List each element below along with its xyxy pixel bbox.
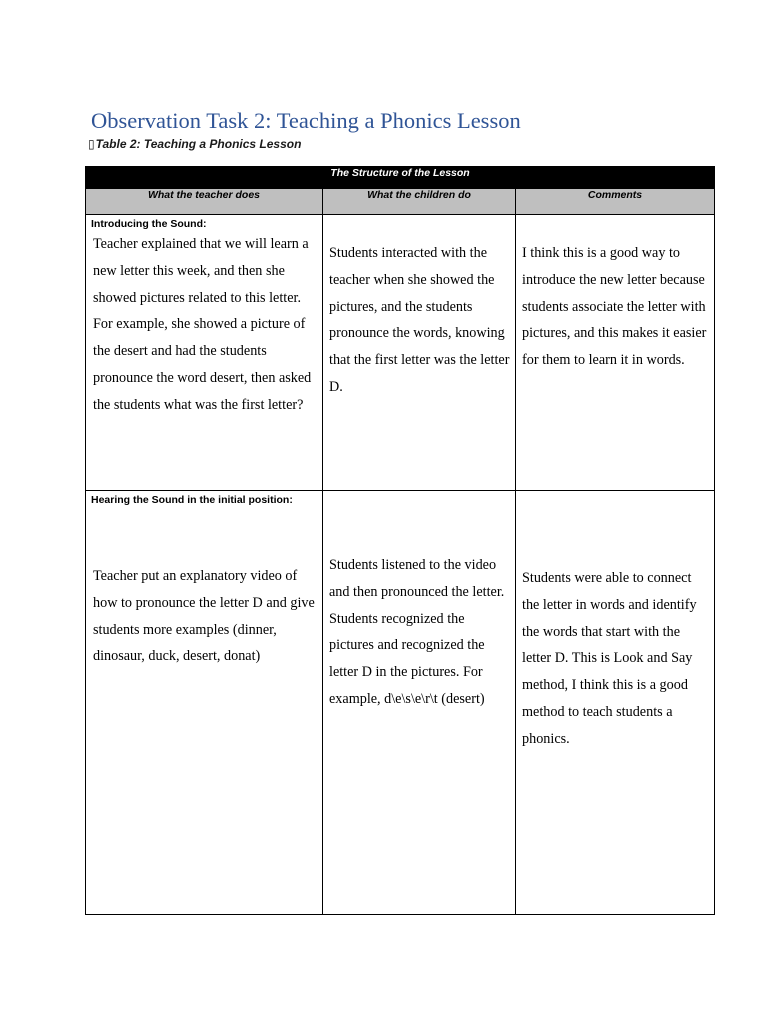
teacher-cell (86, 215, 323, 491)
structure-header: The Structure of the Lesson (86, 167, 715, 189)
column-header-row (86, 189, 715, 215)
table-row (86, 491, 715, 915)
children-cell (323, 215, 516, 491)
comments-cell (516, 215, 715, 491)
lesson-structure-table (85, 166, 715, 915)
table-caption (88, 137, 301, 151)
comments-text: I think this is a good way to introduce the new letter because students associate the letter with pictures, and this makes it easier for them to learn it in words. (522, 245, 707, 369)
section-label: Hearing the Sound in the initial position: (91, 494, 293, 506)
column-header-children: What the children do (323, 189, 516, 215)
document-title: Observation Task 2: Teaching a Phonics Lesson (91, 108, 521, 133)
column-header-teacher: What the teacher does (86, 189, 323, 215)
teacher-cell (86, 491, 323, 915)
comments-text: Students were able to connect the letter in words and identify the words that start with the letter D. This is Look and Say method, I think this is a good method to teach students a phonics. (522, 570, 697, 747)
structure-header-row (86, 167, 715, 189)
teacher-text: Teacher explained that we will learn a new letter this week, and then she showed pictures related to this letter. For example, she showed a picture of the desert and had the students pronounce the word desert, then asked the students what was the first letter? (93, 236, 312, 413)
children-cell (323, 491, 516, 915)
children-text: Students interacted with the teacher when she showed the pictures, and the students pronounce the words, knowing that the first letter was the letter D. (329, 245, 510, 395)
comments-cell (516, 491, 715, 915)
table-row (86, 215, 715, 491)
section-label: Introducing the Sound: (91, 218, 207, 230)
teacher-text: Teacher put an explanatory video of how to pronounce the letter D and give students more examples (dinner, dinosaur, duck, desert, donat) (93, 568, 315, 665)
column-header-comments: Comments (516, 189, 715, 215)
children-text: Students listened to the video and then pronounced the letter. Students recognized the pictures and recognized the letter D in the pictures. For example, d\e\s\e\r\t (desert) (329, 557, 505, 707)
caption-text: Table 2: Teaching a Phonics Lesson (95, 137, 302, 151)
caption-anchor-icon: ▯ (88, 137, 95, 151)
